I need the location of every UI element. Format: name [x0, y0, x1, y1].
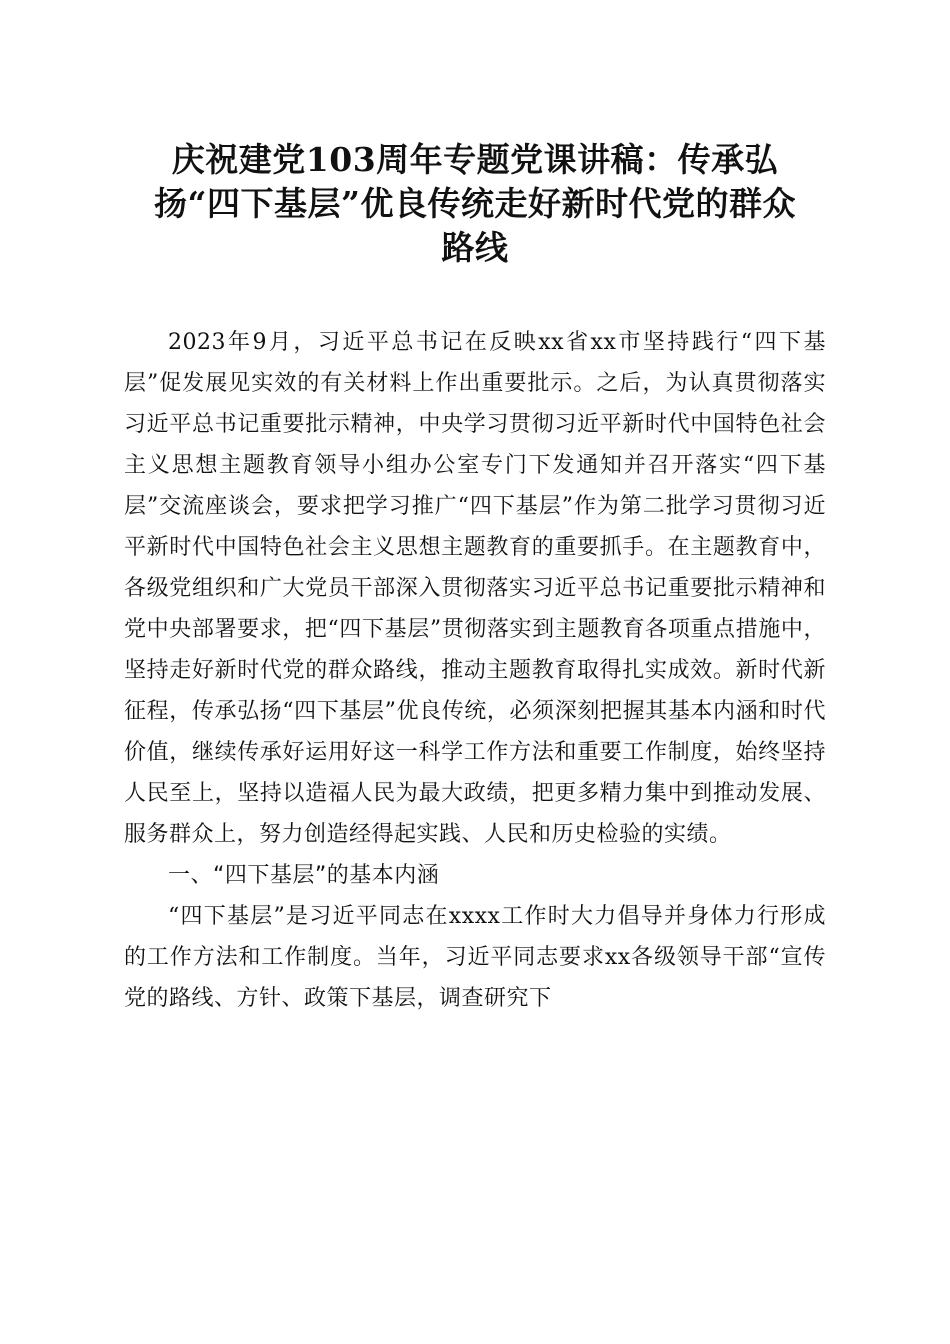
title-line-2: 扬“四下基层”优良传统走好新时代党的群众 [154, 184, 796, 223]
title-line-3: 路线 [441, 228, 509, 267]
paragraph-intro: 2023年9月，习近平总书记在反映xx省xx市坚持践行“四下基层”促发展见实效的有关材料上作出重要批示。之后，为认真贯彻落实习近平总书记重要批示精神，中央学习贯彻习近平新时代中国特色社会主义思想主题教育领导小组办公室专门下发通知并召开落实“四下基层”交流座谈会，要求把学习推广“四下基层”作为第二批学习贯彻习近平新时代中国特色社会主义思想主题教育的重要抓手。在主题教育中，各级党组织和广大党员干部深入贯彻落实习近平总书记重要批示精神和党中央部署要求，把“四下基层”贯彻落实到主题教育各项重点措施中，坚持走好新时代党的群众路线，推动主题教育取得扎实成效。新时代新征程，传承弘扬“四下基层”优良传统，必须深刻把握其基本内涵和时代价值，继续传承好运用好这一科学工作方法和重要工作制度，始终坚持人民至上，坚持以造福人民为最大政绩，把更多精力集中到推动发展、服务群众上，努力创造经得起实践、人民和历史检验的实绩。 [124, 330, 826, 847]
document-title [130, 138, 820, 270]
title-line-1: 庆祝建党103周年专题党课讲稿：传承弘 [171, 140, 779, 179]
document-body [124, 322, 826, 1019]
paragraph-section-1: “四下基层”是习近平同志在xxxx工作时大力倡导并身体力行形成的工作方法和工作制度。当年，习近平同志要求xx各级领导干部“宣传党的路线、方针、政策下基层，调查研究下 [124, 904, 826, 1011]
section-heading-1: 一、“四下基层”的基本内涵 [168, 863, 440, 888]
